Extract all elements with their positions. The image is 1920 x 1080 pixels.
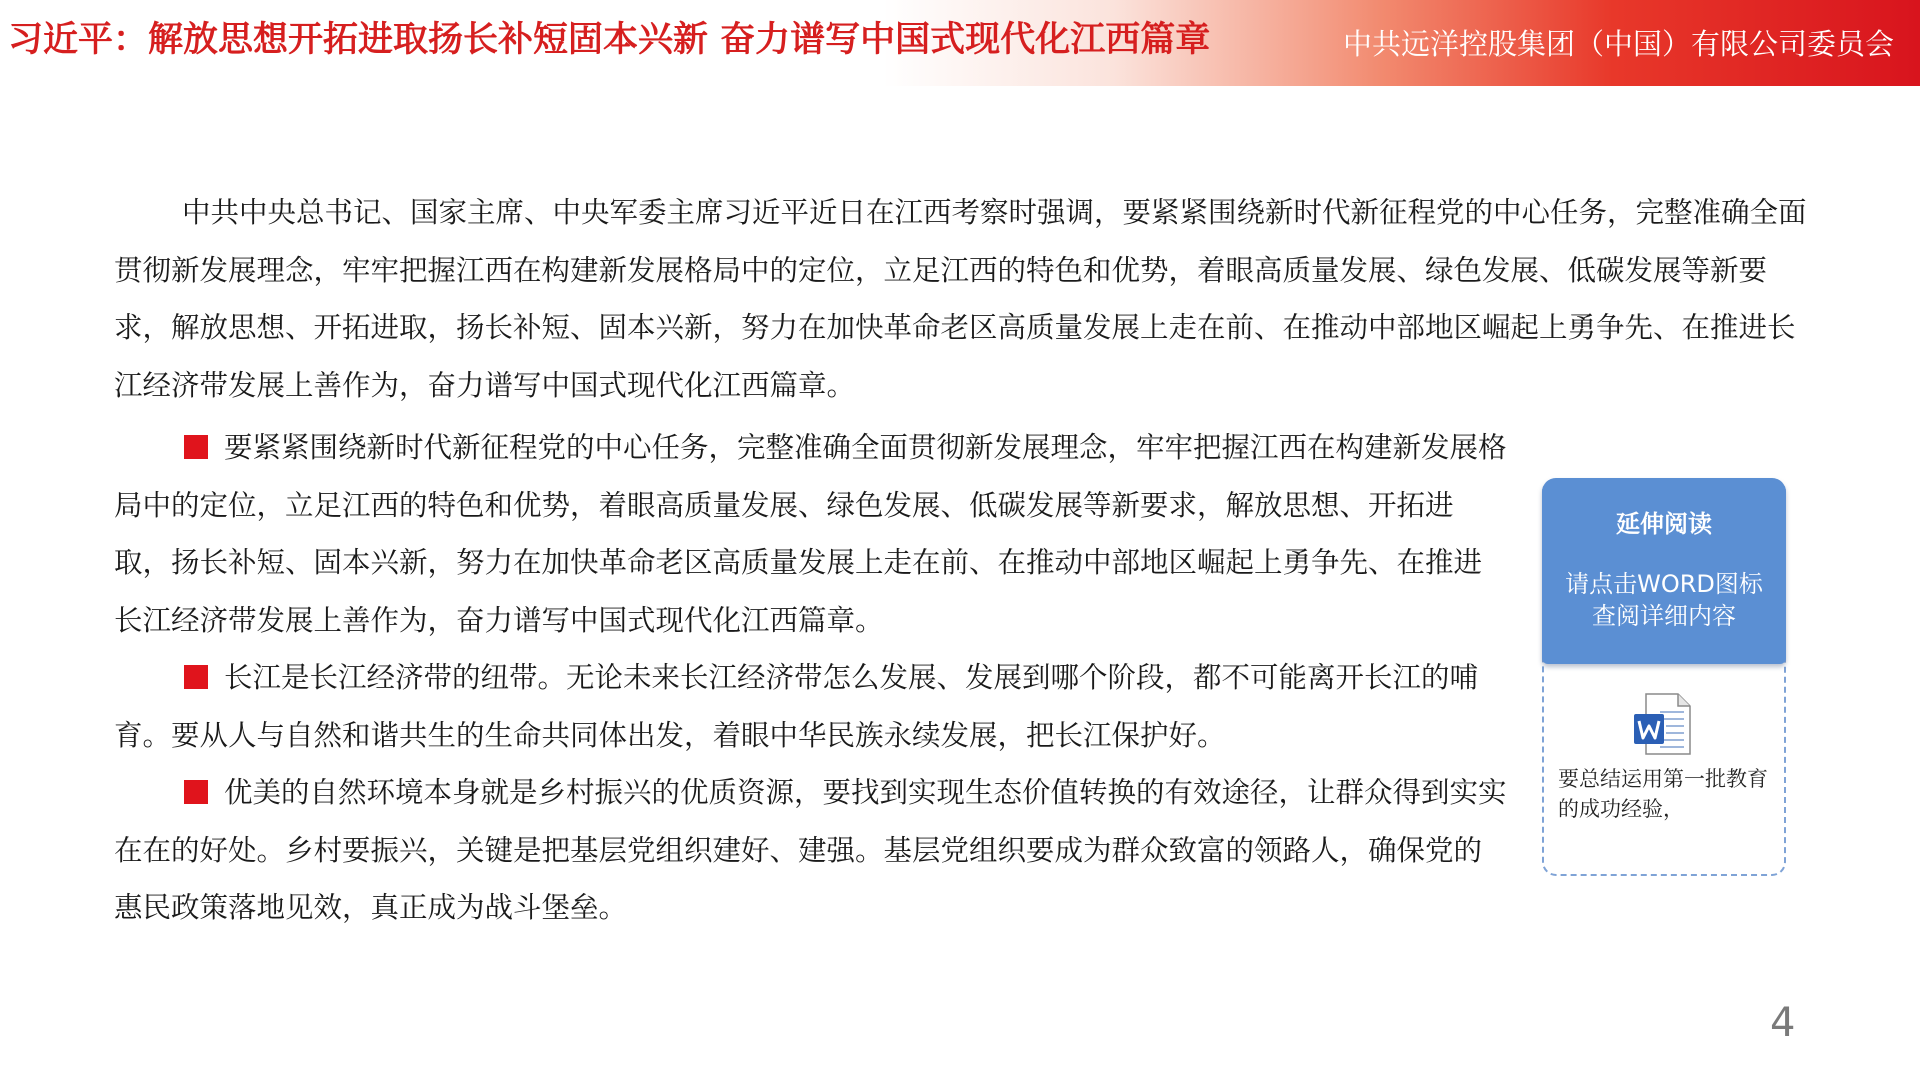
red-square-bullet-icon (184, 435, 208, 459)
red-square-bullet-icon (184, 665, 208, 689)
header-banner (0, 0, 1920, 86)
bullet-list (114, 419, 1509, 937)
intro-paragraph: 中共中央总书记、国家主席、中央军委主席习近平近日在江西考察时强调，要紧紧围绕新时代新征程党的中心任务，完整准确全面贯彻新发展理念，牢牢把握江西在构建新发展格局中的定位，立足江西的特色和优势，着眼高质量发展、绿色发展、低碳发展等新要求，解放思想、开拓进取，扬长补短、固本兴新，努力在加快革命老区高质量发展上走在前、在推动中部地区崛起上勇争先、在推进长江经济带发展上善作为，奋力谱写中国式现代化江西篇章。 (114, 196, 1807, 402)
bullet-item (114, 419, 1509, 649)
bullet-item (114, 764, 1509, 937)
bullet-text: 要紧紧围绕新时代新征程党的中心任务，完整准确全面贯彻新发展理念，牢牢把握江西在构建新发展格局中的定位，立足江西的特色和优势，着眼高质量发展、绿色发展、低碳发展等新要求，解放思想、开拓进取，扬长补短、固本兴新，努力在加快革命老区高质量发展上走在前、在推动中部地区崛起上勇争先、在推进长江经济带发展上善作为，奋力谱写中国式现代化江西篇章。 (114, 431, 1507, 637)
extended-reading-title: 延伸阅读 (1616, 510, 1712, 538)
page-number: 4 (1770, 1000, 1796, 1046)
bullet-text: 优美的自然环境本身就是乡村振兴的优质资源，要找到实现生态价值转换的有效途径，让群众得到实实在在的好处。乡村要振兴，关键是把基层党组织建好、建强。基层党组织要成为群众致富的领路人，确保党的惠民政策落地见效，真正成为战斗堡垒。 (114, 776, 1507, 924)
extended-reading-header (1542, 478, 1786, 664)
page-title: 习近平：解放思想开拓进取扬长补短固本兴新 奋力谱写中国式现代化江西篇章 (8, 20, 1211, 60)
bullet-item (114, 649, 1509, 764)
word-document-caption: 要总结运用第一批教育的成功经验， (1558, 767, 1768, 821)
extended-reading-card (1542, 478, 1786, 876)
intro-section (114, 184, 1814, 414)
organization-name: 中共远洋控股集团（中国）有限公司委员会 (1342, 27, 1894, 61)
extended-reading-description: 请点击WORD图标查阅详细内容 (1565, 570, 1763, 630)
word-document-icon[interactable] (1632, 692, 1694, 756)
bullet-text: 长江是长江经济带的纽带。无论未来长江经济带怎么发展、发展到哪个阶段，都不可能离开长江的哺育。要从人与自然和谐共生的生命共同体出发，着眼中华民族永续发展，把长江保护好。 (114, 661, 1479, 752)
red-square-bullet-icon (184, 780, 208, 804)
